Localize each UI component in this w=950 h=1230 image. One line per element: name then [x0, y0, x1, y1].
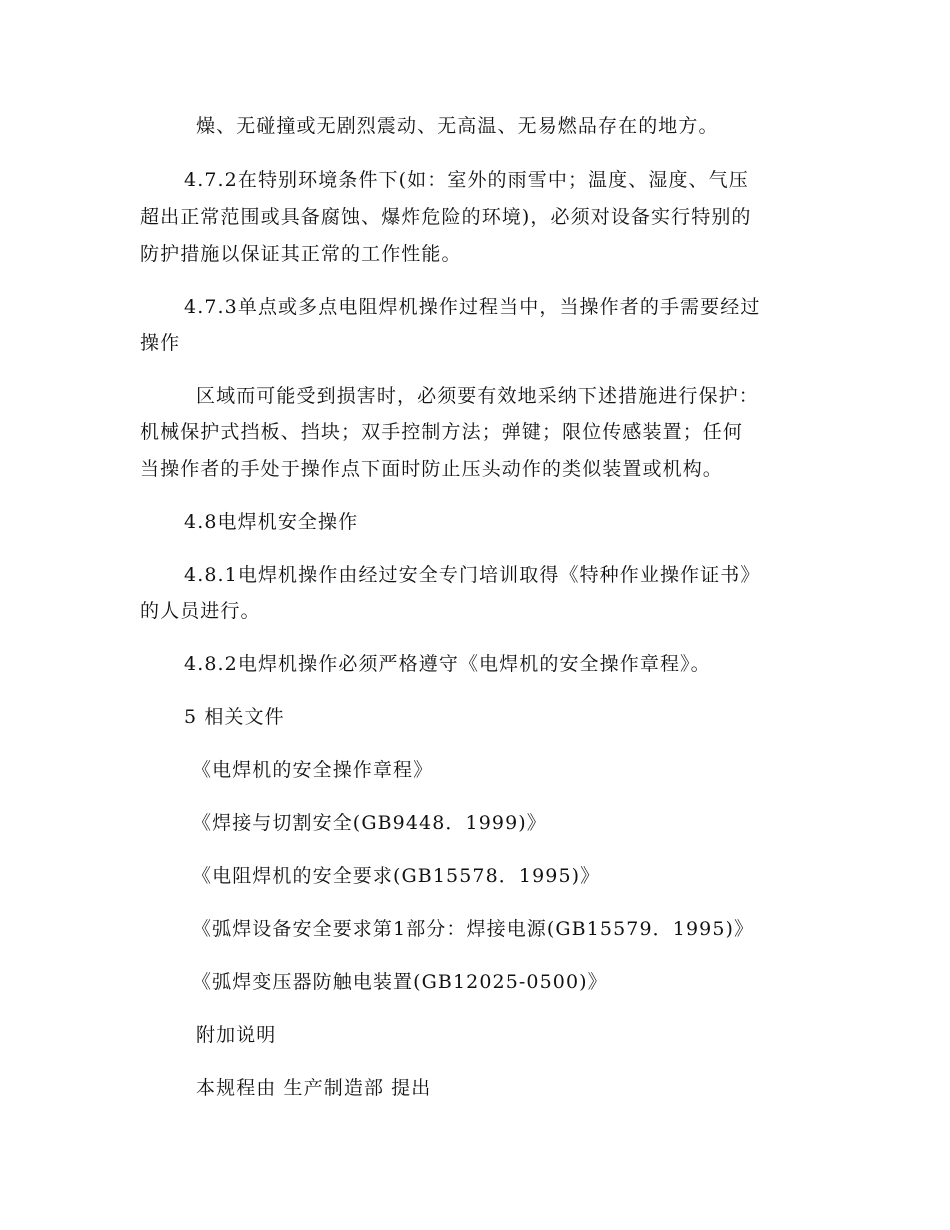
- text-line-8: 机械保护式挡板、挡块；双手控制方法；弹键；限位传感装置；任何: [140, 421, 744, 443]
- text-line-3: 超出正常范围或具备腐蚀、爆炸危险的环境)，必须对设备实行特别的: [140, 206, 752, 228]
- section-heading-5: 5 相关文件: [184, 706, 285, 728]
- appendix-text: 本规程由 生产制造部 提出: [196, 1077, 432, 1099]
- text-line-1: 燥、无碰撞或无剧烈震动、无高温、无易燃品存在的地方。: [196, 115, 719, 137]
- text-line-6: 操作: [140, 332, 181, 354]
- section-heading-4-8: 4.8电焊机安全操作: [184, 511, 359, 533]
- text-line-13: 4.8.2电焊机操作必须严格遵守《电焊机的安全操作章程》。: [184, 653, 711, 675]
- text-line-12: 的人员进行。: [140, 600, 261, 622]
- reference-item-3: 《电阻焊机的安全要求(GB15578．1995)》: [192, 865, 601, 887]
- reference-item-1: 《电焊机的安全操作章程》: [192, 759, 434, 781]
- text-line-5: 4.7.3单点或多点电阻焊机操作过程当中，当操作者的手需要经过: [184, 296, 761, 318]
- appendix-heading: 附加说明: [196, 1024, 277, 1046]
- reference-item-5: 《弧焊变压器防触电装置(GB12025-0500)》: [192, 971, 608, 993]
- text-line-11: 4.8.1电焊机操作由经过安全专门培训取得《特种作业操作证书》: [184, 564, 761, 586]
- reference-item-4: 《弧焊设备安全要求第1部分：焊接电源(GB15579．1995)》: [192, 918, 755, 940]
- text-line-7: 区域而可能受到损害时，必须要有效地采纳下述措施进行保护：: [196, 385, 759, 407]
- text-line-2: 4.7.2在特别环境条件下(如：室外的雨雪中；温度、湿度、气压: [184, 169, 749, 191]
- reference-item-2: 《焊接与切割安全(GB9448．1999)》: [192, 812, 547, 834]
- text-line-9: 当操作者的手处于操作点下面时防止压头动作的类似装置或机构。: [140, 458, 723, 480]
- text-line-4: 防护措施以保证其正常的工作性能。: [140, 243, 462, 265]
